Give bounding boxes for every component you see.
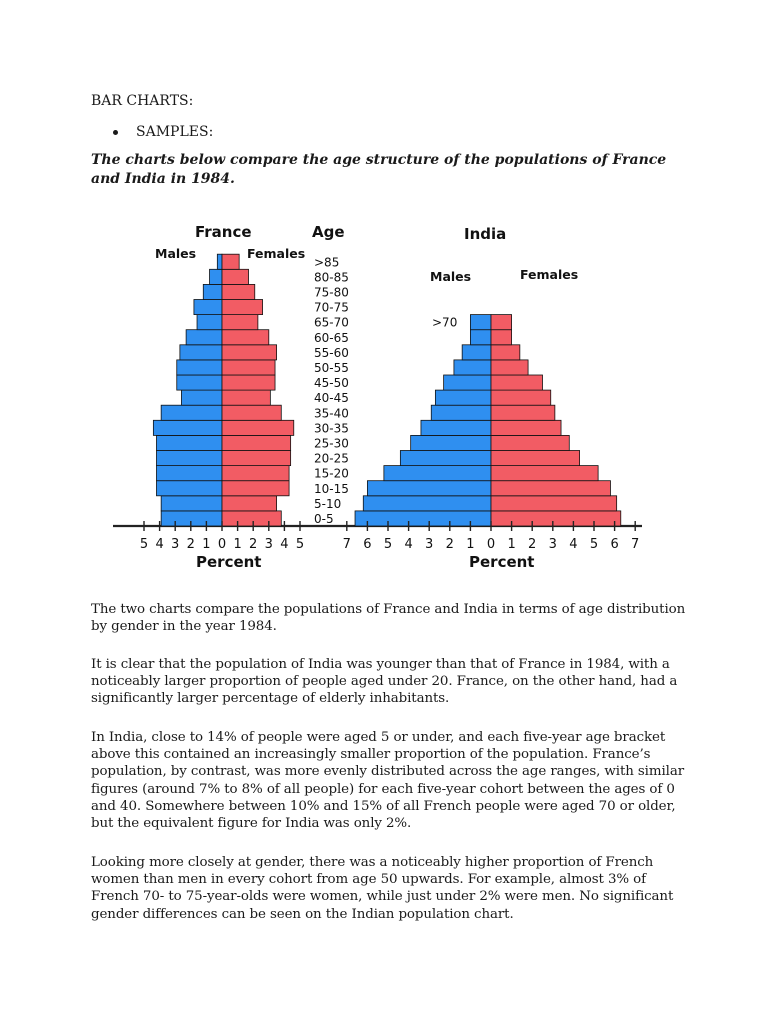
india-male-bar-50-55 bbox=[454, 360, 491, 375]
france-tick-label: 1 bbox=[233, 537, 242, 552]
india-male-bar-60-65 bbox=[470, 330, 491, 345]
france-male-bar-75-80 bbox=[203, 284, 222, 299]
france-male-bar->85 bbox=[217, 254, 222, 269]
france-male-bar-20-25 bbox=[156, 451, 222, 466]
france-male-bar-40-45 bbox=[181, 390, 222, 405]
france-age-label: 80-85 bbox=[314, 270, 349, 285]
france-tick-label: 5 bbox=[139, 537, 149, 552]
france-female-bar-20-25 bbox=[222, 451, 291, 466]
paragraph-summary: It is clear that the population of India was younger than that of France in 1984, with a noticeably larger proportion of people aged under 20. France, on the other hand, had a significantly larger percentage of elderly inhabitants. bbox=[91, 657, 678, 707]
france-male-bar-30-35 bbox=[153, 420, 222, 435]
france-male-bar-45-50 bbox=[177, 375, 222, 390]
france-female-bar-80-85 bbox=[222, 269, 249, 284]
india-tick-label: 1 bbox=[466, 537, 475, 552]
india-tick-label: 6 bbox=[610, 537, 619, 552]
france-tick-label: 2 bbox=[186, 537, 195, 552]
india-tick-label: 0 bbox=[486, 537, 496, 552]
india-female-bar-5-10 bbox=[491, 496, 617, 511]
india-tick-label: 7 bbox=[342, 537, 351, 552]
france-female-bar-15-20 bbox=[222, 466, 289, 481]
france-age-label: 10-15 bbox=[314, 481, 349, 496]
india-female-bar-50-55 bbox=[491, 360, 528, 375]
india-males-label: Males bbox=[430, 269, 472, 284]
france-tick-label: 4 bbox=[155, 537, 164, 552]
bullet-text: SAMPLES: bbox=[136, 124, 214, 140]
india-female-bar-40-45 bbox=[491, 390, 551, 405]
intro-caption: The charts below compare the age structure of the populations of France and India in 1984. bbox=[91, 152, 667, 187]
india-tick-label: 2 bbox=[445, 537, 454, 552]
india-female-bar-25-30 bbox=[491, 435, 569, 450]
india-male-bar->70 bbox=[470, 315, 491, 330]
document-heading: BAR CHARTS: bbox=[91, 93, 194, 109]
india-xlabel: Percent bbox=[469, 553, 535, 571]
india-age-label: >70 bbox=[432, 315, 458, 330]
india-female-bar-30-35 bbox=[491, 420, 561, 435]
france-tick-label: 0 bbox=[217, 537, 227, 552]
india-male-bar-10-15 bbox=[367, 481, 491, 496]
india-female-bar-55-60 bbox=[491, 345, 520, 360]
bullet-dot-icon bbox=[113, 130, 118, 135]
india-male-bar-35-40 bbox=[431, 405, 491, 420]
france-tick-label: 3 bbox=[171, 537, 180, 552]
india-female-bar-15-20 bbox=[491, 466, 598, 481]
india-tick-label: 2 bbox=[528, 537, 537, 552]
france-female-bar-60-65 bbox=[222, 330, 269, 345]
india-male-bar-40-45 bbox=[435, 390, 491, 405]
india-female-bar-20-25 bbox=[491, 451, 580, 466]
france-male-bar-60-65 bbox=[186, 330, 222, 345]
india-male-bar-25-30 bbox=[411, 435, 491, 450]
france-female-bar-50-55 bbox=[222, 360, 275, 375]
france-male-bar-80-85 bbox=[210, 269, 222, 284]
india-tick-label: 5 bbox=[589, 537, 599, 552]
france-male-bar-70-75 bbox=[194, 300, 222, 315]
population-pyramids-chart bbox=[0, 200, 768, 580]
india-females-label: Females bbox=[520, 267, 579, 282]
paragraph-india-france: In India, close to 14% of people were aged 5 or under, and each five-year age bracket above this contained an increasingly smaller proportion of the population. France’s population, by contrast, was more evenly distributed across the age ranges, with similar figures (around 7% to 8% of all people) for each five-year cohort between the ages of 0 and 40. Somewhere between 10% and 15% of all French people were aged 70 or older, but the equivalent figure for India was only 2%. bbox=[91, 730, 685, 832]
india-female-bar-45-50 bbox=[491, 375, 543, 390]
india-tick-label: 4 bbox=[404, 537, 413, 552]
france-male-bar-25-30 bbox=[156, 435, 222, 450]
france-tick-label: 5 bbox=[295, 537, 305, 552]
france-female-bar-40-45 bbox=[222, 390, 270, 405]
france-xlabel: Percent bbox=[196, 553, 262, 571]
india-tick-label: 1 bbox=[507, 537, 516, 552]
france-age-label: 5-10 bbox=[314, 496, 342, 511]
india-male-bar-20-25 bbox=[400, 451, 491, 466]
india-tick-label: 4 bbox=[569, 537, 578, 552]
france-male-bar-0-5 bbox=[161, 511, 222, 526]
france-age-label: 25-30 bbox=[314, 436, 349, 451]
france-age-label: 40-45 bbox=[314, 391, 349, 406]
india-female-bar-35-40 bbox=[491, 405, 555, 420]
france-age-label: 35-40 bbox=[314, 406, 349, 421]
france-tick-label: 3 bbox=[264, 537, 273, 552]
france-males-label: Males bbox=[155, 246, 197, 261]
france-male-bar-50-55 bbox=[177, 360, 222, 375]
france-female-bar-25-30 bbox=[222, 435, 291, 450]
bullet-item bbox=[113, 124, 213, 140]
india-female-bar-0-5 bbox=[491, 511, 621, 526]
france-female-bar-45-50 bbox=[222, 375, 275, 390]
india-female-bar-60-65 bbox=[491, 330, 512, 345]
france-male-bar-65-70 bbox=[197, 315, 222, 330]
india-title: India bbox=[464, 225, 507, 243]
france-female-bar-75-80 bbox=[222, 284, 255, 299]
india-male-bar-45-50 bbox=[444, 375, 491, 390]
france-age-label: 45-50 bbox=[314, 376, 349, 391]
france-male-bar-15-20 bbox=[156, 466, 222, 481]
india-tick-label: 6 bbox=[363, 537, 372, 552]
france-male-bar-5-10 bbox=[161, 496, 222, 511]
india-tick-label: 5 bbox=[383, 537, 393, 552]
india-male-bar-15-20 bbox=[384, 466, 491, 481]
india-tick-label: 3 bbox=[548, 537, 557, 552]
france-age-label: 65-70 bbox=[314, 315, 349, 330]
france-female-bar-30-35 bbox=[222, 420, 294, 435]
france-age-label: 55-60 bbox=[314, 345, 349, 360]
india-female-bar->70 bbox=[491, 315, 512, 330]
india-tick-label: 3 bbox=[425, 537, 434, 552]
paragraph-gender: Looking more closely at gender, there was a noticeably higher proportion of French women than men in every cohort from age 50 upwards. For example, almost 3% of French 70- to 75-year-olds were women, while just under 2% were men. No significant gender differences can be seen on the Indian population chart. bbox=[91, 855, 674, 922]
france-age-label: 70-75 bbox=[314, 300, 349, 315]
france-age-label: 20-25 bbox=[314, 451, 349, 466]
france-title: France bbox=[195, 223, 252, 241]
france-age-label: 50-55 bbox=[314, 361, 349, 375]
france-age-label: 0-5 bbox=[314, 512, 334, 526]
france-female-bar-55-60 bbox=[222, 345, 277, 360]
france-tick-label: 4 bbox=[280, 537, 289, 552]
paragraph-overview: The two charts compare the populations of France and India in terms of age distribution by gender in the year 1984. bbox=[91, 602, 686, 635]
france-age-label: 75-80 bbox=[314, 285, 349, 300]
france-female-bar-0-5 bbox=[222, 511, 281, 526]
france-tick-label: 1 bbox=[202, 537, 211, 552]
france-female-bar-5-10 bbox=[222, 496, 277, 511]
age-axis-title: Age bbox=[312, 223, 345, 241]
india-male-bar-5-10 bbox=[363, 496, 491, 511]
france-female-bar-65-70 bbox=[222, 315, 258, 330]
france-male-bar-10-15 bbox=[156, 481, 222, 496]
india-male-bar-30-35 bbox=[421, 420, 491, 435]
france-male-bar-55-60 bbox=[180, 345, 222, 360]
france-age-label: >85 bbox=[314, 255, 340, 270]
france-age-label: 15-20 bbox=[314, 466, 349, 481]
france-tick-label: 2 bbox=[249, 537, 258, 552]
france-age-label: 60-65 bbox=[314, 330, 349, 345]
france-female-bar-35-40 bbox=[222, 405, 281, 420]
india-female-bar-10-15 bbox=[491, 481, 610, 496]
france-male-bar-35-40 bbox=[161, 405, 222, 420]
france-female-bar->85 bbox=[222, 254, 239, 269]
france-females-label: Females bbox=[247, 246, 306, 261]
france-female-bar-10-15 bbox=[222, 481, 289, 496]
france-age-label: 30-35 bbox=[314, 421, 349, 436]
india-male-bar-55-60 bbox=[462, 345, 491, 360]
india-tick-label: 7 bbox=[631, 537, 640, 552]
france-female-bar-70-75 bbox=[222, 300, 263, 315]
